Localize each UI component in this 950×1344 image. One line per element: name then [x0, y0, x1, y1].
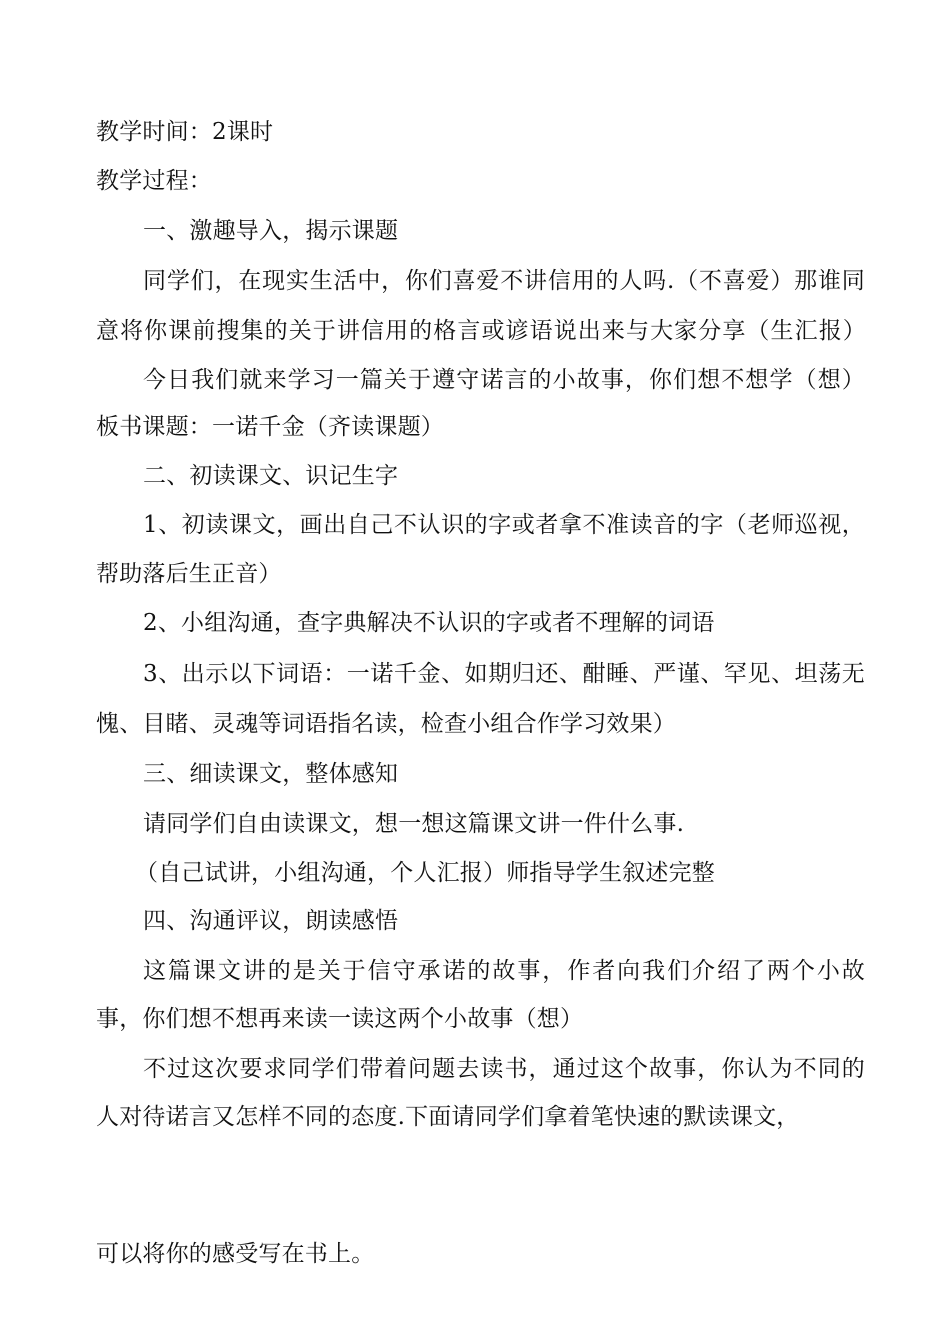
teaching-process-heading: 教学过程： [96, 168, 212, 194]
paragraph-line: 1、初读课文，画出自己不认识的字或者拿不准读音的字（老师巡视， [143, 512, 865, 538]
paragraph-line: 愧、目睹、灵魂等词语指名读，检查小组合作学习效果） [96, 711, 676, 737]
paragraph-line: 帮助落后生正音） [96, 561, 282, 587]
paragraph-line: （自己试讲，小组沟通，个人汇报）师指导学生叙述完整 [135, 860, 715, 886]
paragraph-line: 3、出示以下词语：一诺千金、如期归还、酣睡、严谨、罕见、坦荡无 [143, 661, 865, 687]
paragraph-line: 今日我们就来学习一篇关于遵守诺言的小故事，你们想不想学（想） [143, 367, 865, 393]
paragraph-line: 人对待诺言又怎样不同的态度.下面请同学们拿着笔快速的默读课文， [96, 1104, 800, 1130]
section-heading-4: 四、沟通评议，朗读感悟 [143, 908, 399, 934]
teaching-time-line: 教学时间：2课时 [96, 119, 274, 145]
paragraph-line: 事，你们想不想再来读一读这两个小故事（想） [96, 1006, 584, 1032]
paragraph-line: 这篇课文讲的是关于信守承诺的故事，作者向我们介绍了两个小故 [143, 958, 865, 984]
paragraph-line: 板书课题：一诺千金（齐读课题） [96, 414, 444, 440]
section-heading-1: 一、激趣导入，揭示课题 [143, 218, 399, 244]
paragraph-line: 2、小组沟通，查字典解决不认识的字或者不理解的词语 [143, 610, 715, 636]
paragraph-line: 请同学们自由读课文，想一想这篇课文讲一件什么事. [143, 811, 685, 837]
paragraph-line: 同学们，在现实生活中，你们喜爱不讲信用的人吗.（不喜爱）那谁同 [143, 268, 865, 294]
section-heading-3: 三、细读课文，整体感知 [143, 761, 399, 787]
paragraph-line: 意将你课前搜集的关于讲信用的格言或谚语说出来与大家分享（生汇报） [96, 318, 866, 344]
paragraph-line: 不过这次要求同学们带着问题去读书，通过这个故事，你认为不同的 [143, 1056, 865, 1082]
section-heading-2: 二、初读课文、识记生字 [143, 463, 399, 489]
paragraph-line: 可以将你的感受写在书上。 [96, 1241, 375, 1267]
